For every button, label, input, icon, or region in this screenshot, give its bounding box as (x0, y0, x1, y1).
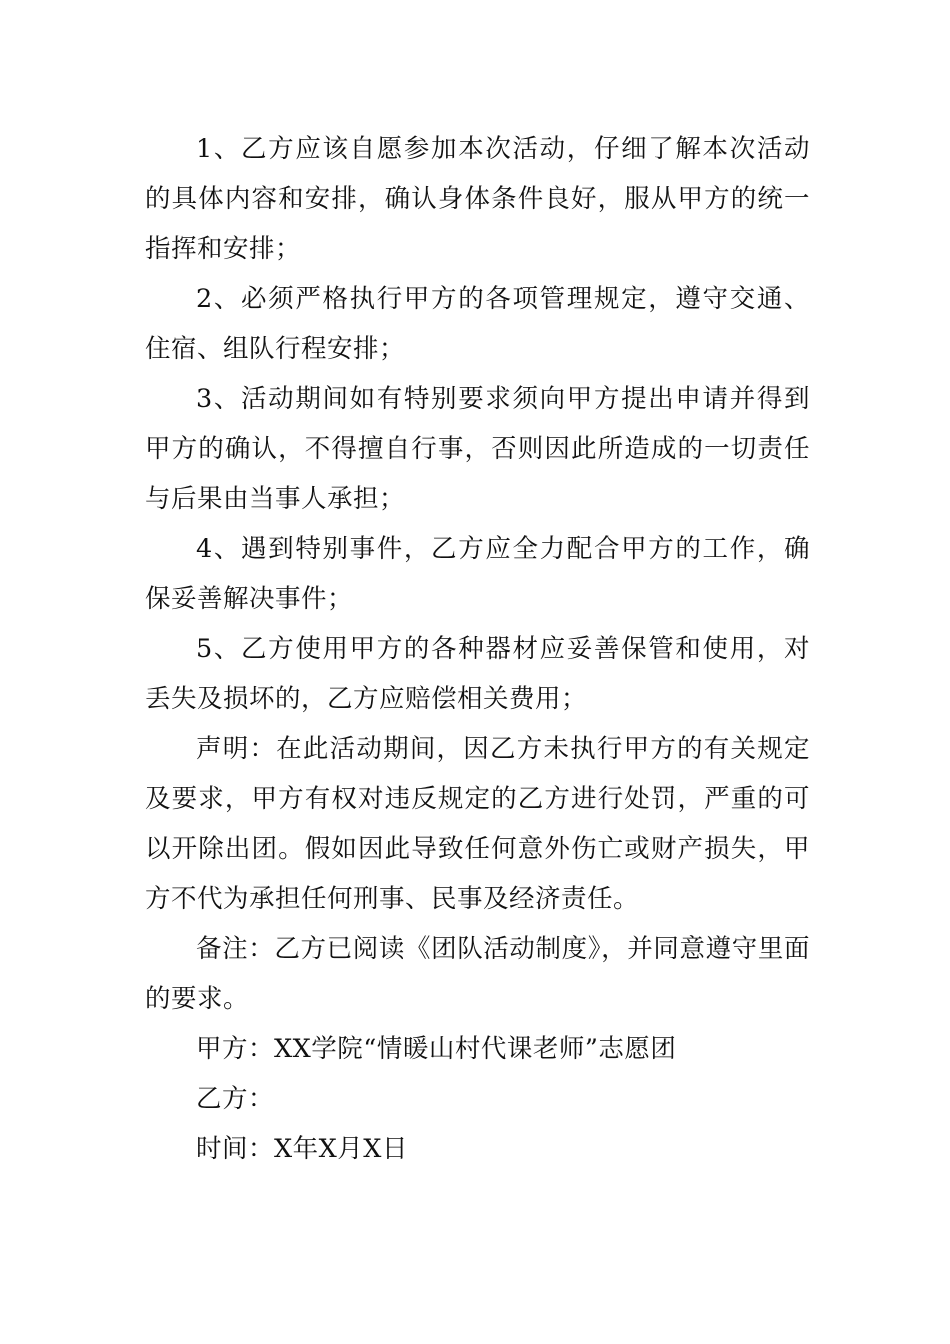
document-body (145, 124, 810, 1174)
statement-paragraph: 声明：在此活动期间，因乙方未执行甲方的有关规定及要求，甲方有权对违反规定的乙方进行处罚，严重的可以开除出团。假如因此导致任何意外伤亡或财产损失，甲方不代为承担任何刑事、民事及经济责任。 (145, 734, 810, 914)
party-b-line: 乙方： (196, 1084, 275, 1114)
remark-paragraph: 备注：乙方已阅读《团队活动制度》，并同意遵守里面的要求。 (145, 934, 810, 1014)
clause-4: 4、遇到特别事件，乙方应全力配合甲方的工作，确保妥善解决事件； (145, 534, 810, 614)
date-line: 时间：X年X月X日 (196, 1134, 408, 1164)
clause-5: 5、乙方使用甲方的各种器材应妥善保管和使用，对丢失及损坏的，乙方应赔偿相关费用； (145, 634, 810, 714)
clause-3: 3、活动期间如有特别要求须向甲方提出申请并得到甲方的确认，不得擅自行事，否则因此所造成的一切责任与后果由当事人承担； (145, 384, 810, 514)
clause-2: 2、必须严格执行甲方的各项管理规定，遵守交通、住宿、组队行程安排； (145, 284, 810, 364)
clause-1: 1、乙方应该自愿参加本次活动，仔细了解本次活动的具体内容和安排，确认身体条件良好，服从甲方的统一指挥和安排； (145, 134, 810, 264)
party-a-line: 甲方：XX学院“情暖山村代课老师”志愿团 (196, 1034, 677, 1064)
